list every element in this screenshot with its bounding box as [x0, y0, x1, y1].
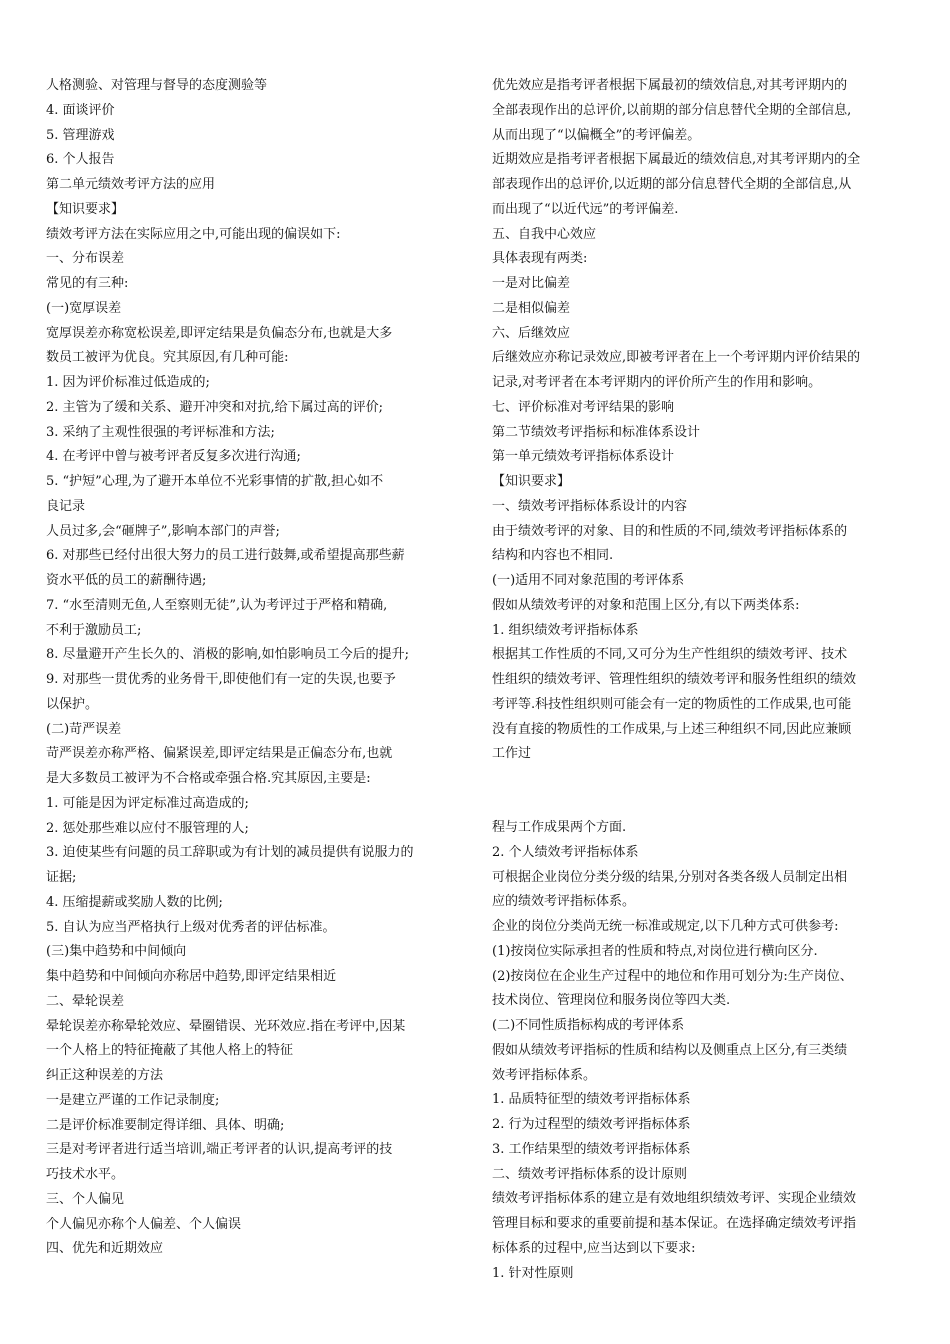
text-line: 三是对考评者进行适当培训,端正考评者的认识,提高考评的技 — [46, 1142, 393, 1158]
text-line: 部表现作出的总评价,以近期的部分信息替代全期的全部信息,从 — [492, 177, 852, 192]
text-line: 由于绩效考评的对象、目的和性质的不同,绩效考评指标体系的 — [492, 523, 848, 539]
text-line: (二)苛严误差 — [46, 721, 122, 737]
text-line: 三、个人偏见 — [46, 1191, 125, 1207]
text-line: 一、分布误差 — [46, 251, 125, 267]
text-line: 巧技术水平。 — [46, 1167, 125, 1182]
text-line: 二是相似偏差 — [492, 300, 571, 316]
text-line: 4. 面谈评价 — [46, 102, 115, 118]
text-line: 人格测验、对管理与督导的态度测验等 — [46, 78, 268, 93]
text-line: 一是对比偏差 — [492, 276, 571, 291]
text-line: 没有直接的物质性的工作成果,与上述三种组织不同,因此应兼顾 — [492, 721, 852, 737]
text-line: 工作过 — [492, 746, 532, 762]
text-line: 2. 行为过程型的绩效考评指标体系 — [492, 1117, 691, 1132]
text-line: 效考评指标体系。 — [492, 1067, 597, 1083]
text-line: 6. 个人报告 — [46, 152, 115, 168]
text-line: 9. 对那些一贯优秀的业务骨干,即使他们有一定的失误,也要予 — [46, 672, 396, 687]
text-line: (一)宽厚误差 — [46, 300, 122, 316]
text-line: 考评等.科技性组织则可能会有一定的物质性的工作成果,也可能 — [492, 696, 852, 712]
text-line: 数员工被评为优良。究其原因,有几种可能: — [46, 350, 289, 366]
text-line: 二、晕轮误差 — [46, 993, 125, 1009]
text-line: 1. 针对性原则 — [492, 1265, 574, 1281]
text-line: 假如从绩效考评的对象和范围上区分,有以下两类体系: — [492, 597, 800, 613]
text-line: 8. 尽量避开产生长久的、消极的影响,如怕影响员工今后的提升; — [46, 647, 410, 663]
text-line: 而出现了“以近代远”的考评偏差. — [492, 201, 679, 217]
text-line: 纠正这种误差的方法 — [46, 1068, 164, 1083]
text-line: 3. 迫使某些有问题的员工辞职或为有计划的减员提供有说服力的 — [46, 845, 414, 861]
text-line: 具体表现有两类: — [492, 251, 588, 267]
text-line: 5. 管理游戏 — [46, 127, 115, 143]
left-column — [46, 74, 464, 1262]
text-line: 1. 因为评价标准过低造成的; — [46, 375, 210, 390]
text-line: 后继效应亦称记录效应,即被考评者在上一个考评期内评价结果的 — [492, 350, 861, 366]
text-line: (2)按岗位在企业生产过程中的地位和作用可划分为:生产岗位、 — [492, 968, 853, 984]
text-line: 5. 自认为应当严格执行上级对优秀者的评估标准。 — [46, 919, 336, 935]
text-line: 标体系的过程中,应当达到以下要求: — [492, 1240, 696, 1256]
text-line: 晕轮误差亦称晕轮效应、晕圈错误、光环效应.指在考评中,因某 — [46, 1018, 406, 1034]
text-line: 1. 品质特征型的绩效考评指标体系 — [492, 1092, 691, 1108]
text-line: 绩效考评指标体系的建立是有效地组织绩效考评、实现企业绩效 — [492, 1191, 857, 1207]
right-column — [492, 74, 910, 1286]
text-line: 管理目标和要求的重要前提和基本保证。在选择确定绩效考评指 — [492, 1216, 857, 1231]
text-line: 常见的有三种: — [46, 276, 129, 291]
text-line: 宽厚误差亦称宽松误差,即评定结果是负偏态分布,也就是大多 — [46, 325, 393, 341]
text-line: 是大多数员工被评为不合格或牵强合格.究其原因,主要是: — [46, 771, 371, 786]
text-line: 一、绩效考评指标体系设计的内容 — [492, 498, 688, 514]
text-line: 一个人格上的特征掩蔽了其他人格上的特征 — [46, 1043, 294, 1059]
text-line: 良记录 — [46, 498, 86, 514]
text-line: 记录,对考评者在本考评期内的评价所产生的作用和影响。 — [492, 375, 822, 390]
text-line: 5. “护短”心理,为了避开本单位不光彩事情的扩散,担心如不 — [46, 474, 384, 489]
text-line: 结构和内容也不相同. — [492, 548, 614, 564]
text-line: 四、优先和近期效应 — [46, 1241, 164, 1257]
text-line: 个人偏见亦称个人偏差、个人偏误 — [46, 1216, 242, 1232]
right-column-top — [492, 74, 910, 767]
text-line: 根据其工作性质的不同,又可分为生产性组织的绩效考评、技术 — [492, 647, 848, 663]
text-line: (一)适用不同对象范围的考评体系 — [492, 573, 685, 588]
text-line: 7. “水至清则无鱼,人至察则无徒”,认为考评过于严格和精确, — [46, 597, 388, 613]
text-line: 【知识要求】 — [492, 474, 571, 489]
text-line: (三)集中趋势和中间倾向 — [46, 944, 187, 960]
text-line: 绩效考评方法在实际应用之中,可能出现的偏误如下: — [46, 226, 341, 242]
text-line: 全部表现作出的总评价,以前期的部分信息替代全期的全部信息, — [492, 102, 852, 118]
text-line: 第二单元绩效考评方法的应用 — [46, 177, 216, 192]
text-line: 二、绩效考评指标体系的设计原则 — [492, 1166, 688, 1182]
text-line: 近期效应是指考评者根据下属最近的绩效信息,对其考评期内的全 — [492, 152, 861, 168]
text-line: 资水平低的员工的薪酬待遇; — [46, 573, 207, 588]
text-line: (1)按岗位实际承担者的性质和特点,对岗位进行横向区分. — [492, 943, 818, 959]
paragraph-gap — [492, 767, 910, 816]
text-line: 2. 惩处那些难以应付不服管理的人; — [46, 820, 249, 836]
text-line: 苛严误差亦称严格、偏紧误差,即评定结果是正偏态分布,也就 — [46, 746, 393, 762]
text-line: 集中趋势和中间倾向亦称居中趋势,即评定结果相近 — [46, 969, 337, 984]
text-line: 2. 主管为了缓和关系、避开冲突和对抗,给下属过高的评价; — [46, 399, 384, 415]
text-line: 不利于激励员工; — [46, 622, 142, 638]
text-line: 企业的岗位分类尚无统一标准或规定,以下几种方式可供参考: — [492, 919, 839, 934]
text-line: 以保护。 — [46, 696, 99, 712]
text-line: 2. 个人绩效考评指标体系 — [492, 844, 639, 860]
text-line: 五、自我中心效应 — [492, 226, 597, 242]
text-line: 优先效应是指考评者根据下属最初的绩效信息,对其考评期内的 — [492, 78, 848, 93]
text-line: 假如从绩效考评指标的性质和结构以及侧重点上区分,有三类绩 — [492, 1042, 848, 1058]
text-line: 从而出现了“以偏概全”的考评偏差。 — [492, 127, 701, 143]
text-line: 性组织的绩效考评、管理性组织的绩效考评和服务性组织的绩效 — [492, 672, 857, 687]
text-line: 4. 在考评中曾与被考评者反复多次进行沟通; — [46, 449, 301, 465]
text-line: 技术岗位、管理岗位和服务岗位等四大类. — [492, 993, 731, 1009]
text-line: 第二节绩效考评指标和标准体系设计 — [492, 424, 701, 440]
text-line: 1. 组织绩效考评指标体系 — [492, 622, 639, 638]
text-line: 1. 可能是因为评定标准过高造成的; — [46, 795, 249, 811]
text-line: 3. 工作结果型的绩效考评指标体系 — [492, 1141, 691, 1157]
text-line: 六、后继效应 — [492, 325, 571, 341]
text-line: 人员过多,会“砸牌子”,影响本部门的声誉; — [46, 523, 280, 539]
text-line: 3. 采纳了主观性很强的考评标准和方法; — [46, 424, 275, 440]
text-line: 第一单元绩效考评指标体系设计 — [492, 449, 675, 465]
text-line: 一是建立严谨的工作记录制度; — [46, 1092, 220, 1108]
right-column-bottom — [492, 816, 910, 1286]
text-line: 七、评价标准对考评结果的影响 — [492, 399, 675, 415]
text-line: 程与工作成果两个方面. — [492, 820, 627, 835]
text-line: (二)不同性质指标构成的考评体系 — [492, 1018, 685, 1033]
text-line: 6. 对那些已经付出很大努力的员工进行鼓舞,或希望提高那些薪 — [46, 548, 405, 564]
text-line: 可根据企业岗位分类分级的结果,分别对各类各级人员制定出相 — [492, 869, 848, 885]
text-line: 证据; — [46, 870, 77, 885]
text-line: 4. 压缩提薪或奖励人数的比例; — [46, 894, 223, 910]
text-line: 应的绩效考评指标体系。 — [492, 894, 636, 910]
text-line: 二是评价标准要制定得详细、具体、明确; — [46, 1117, 285, 1133]
text-line: 【知识要求】 — [46, 201, 125, 217]
